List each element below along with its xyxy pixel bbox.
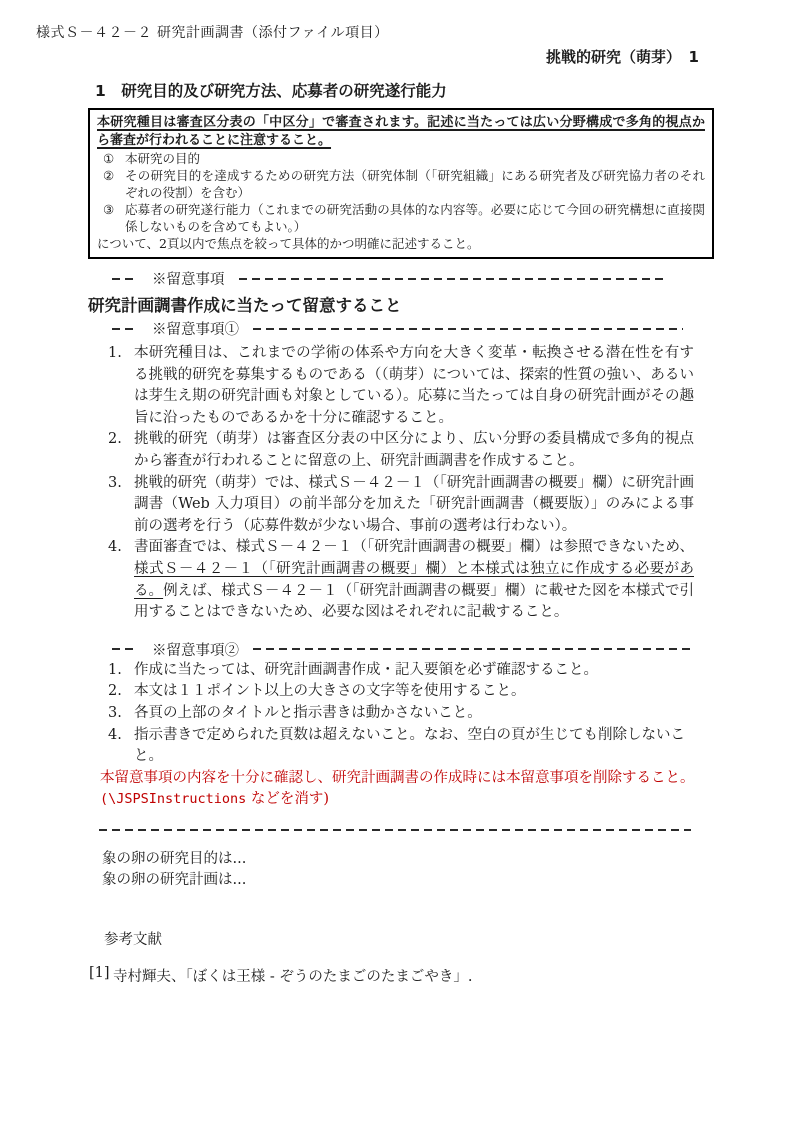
list-item-text: 本研究種目は、これまでの学術の体系や方向を大きく変革・転換させる潜在性を有する挑戦的研究を募集するものである（（萌芽）については、探索的性質の強い、あるいは芽生え期の研究計画も対象としている）。応募に当たっては自身の研究計画がその趣旨に沿ったものであるかを十分に確認すること。: [134, 345, 694, 426]
list-item-number: 2.: [108, 431, 122, 448]
dash-rule: [112, 648, 138, 650]
list-item-text: 挑戦的研究（萌芽）は審査区分表の中区分により、広い分野の委員構成で多角的視点から審査が行われることに留意の上、研究計画調書を作成すること。: [134, 431, 694, 469]
list-item-number: 1.: [108, 345, 122, 361]
list-item: [108, 429, 694, 472]
list-item-text: 指示書きで定められた頁数は超えないこと。なお、空白の頁が生じても削除しないこと。: [134, 726, 685, 765]
page-header-right: 挑戦的研究（萌芽） 1: [546, 48, 699, 66]
list-item: [108, 343, 694, 429]
circled-number: ①: [103, 151, 115, 166]
list-item-number: 4.: [108, 726, 122, 743]
delete-instructions-command: [100, 789, 794, 811]
delete-instructions-warning: 本留意事項の内容を十分に確認し、研究計画調書の作成時には本留意事項を削除すること。: [100, 769, 695, 786]
dash-rule: [112, 328, 138, 330]
instruction-box-lead: 本研究種目は審査区分表の「中区分」で審査されます。記述に当たっては広い分野構成で多角的視点から審査が行われることに注意すること。: [97, 115, 705, 148]
notes-marker-2: [112, 639, 693, 660]
circled-number: ②: [103, 168, 115, 183]
form-id-header: 様式Ｓ－４２－２ 研究計画調書（添付ファイル項目）: [36, 25, 389, 41]
notes-marker-2-label: ※留意事項②: [152, 642, 239, 659]
notes-marker-1: [112, 318, 683, 339]
dash-rule: [253, 648, 693, 650]
list-item-text: 各頁の上部のタイトルと指示書きは動かさないこと。: [134, 704, 482, 721]
list-item-text: 挑戦的研究（萌芽）では、様式Ｓ－４２－１（「研究計画調書の概要」欄）に研究計画調書（Web 入力項目）の前半部分を加えた「研究計画調書（概要版）」のみによる事前の選考を行う（応募件数が少ない場合、事前の選考は行わない）。: [134, 474, 694, 534]
instruction-item-1: [103, 150, 705, 167]
notes-list-1: [0, 343, 794, 624]
notes-marker: [112, 268, 665, 289]
dashed-separator: [99, 820, 691, 841]
draft-text-line: 象の卵の研究計画は...: [102, 872, 247, 889]
instruction-box-closing: について、2頁以内で焦点を絞って具体的かつ明確に記述すること。: [97, 236, 480, 251]
list-item-text-underlined: 様式Ｓ－４２－１（「研究計画調書の概要」欄）と本様式は独立に作成する必要がある。: [134, 560, 694, 599]
latex-command-text: (\JSPSInstructions: [100, 791, 247, 808]
list-item: [108, 703, 694, 725]
references-heading: 参考文献: [104, 932, 162, 949]
dash-rule: [112, 278, 138, 280]
instruction-item-text: その研究目的を達成するための研究方法（研究体制（「研究組織」にある研究者及び研究協力者のそれぞれの役割）を含む）: [125, 168, 705, 200]
reference-text: 寺村輝夫、「ぼくは王様 - ぞうのたまごのたまごやき」.: [113, 969, 473, 986]
list-item: [108, 660, 694, 682]
instruction-item-3: [103, 201, 705, 235]
list-item-text-pre: 書面審査では、様式Ｓ－４２－１（「研究計画調書の概要」欄）は参照できないため、: [134, 539, 694, 556]
instruction-item-text: 応募者の研究遂行能力（これまでの研究活動の具体的な内容等。必要に応じて今回の研究構想に直接関係しないものを含めてもよい。）: [125, 202, 705, 234]
instruction-box: [88, 108, 714, 259]
reference-entry: [89, 965, 794, 986]
list-item-number: 4.: [108, 539, 122, 556]
dash-rule: [253, 328, 683, 330]
instruction-item-text: 本研究の目的: [125, 151, 201, 166]
circled-number: ③: [103, 202, 115, 217]
dash-rule: [99, 829, 691, 831]
notes-list-2: [0, 660, 794, 768]
list-item: [108, 725, 694, 768]
list-item-text-post: 例えば、様式Ｓ－４２－１（「研究計画調書の概要」欄）に載せた図を本様式で引用することはできないため、必要な図はそれぞれに記載すること。: [134, 582, 694, 621]
notes-marker-1-label: ※留意事項①: [152, 322, 239, 338]
list-item-number: 3.: [108, 704, 122, 721]
list-item-text: [134, 537, 694, 623]
notes-marker-label: ※留意事項: [152, 272, 225, 288]
dash-rule: [239, 278, 666, 280]
list-item-number: 3.: [108, 474, 122, 491]
instruction-item-2: [103, 167, 705, 201]
notes-title: 研究計画調書作成に当たって留意すること: [88, 296, 402, 315]
list-item: [108, 681, 694, 703]
reference-label: [1]: [89, 965, 110, 982]
list-item-number: 1.: [108, 661, 122, 678]
list-item-text: 作成に当たっては、研究計画調書作成・記入要領を必ず確認すること。: [134, 661, 598, 678]
section-heading: 1 研究目的及び研究方法、応募者の研究遂行能力: [95, 82, 447, 100]
list-item-text: 本文は１１ポイント以上の大きさの文字等を使用すること。: [134, 683, 526, 700]
list-item: [108, 537, 694, 623]
list-item-number: 2.: [108, 683, 122, 700]
list-item: [108, 473, 694, 538]
latex-command-suffix: などを消す): [246, 791, 330, 808]
draft-text-line: 象の卵の研究目的は...: [102, 850, 247, 867]
